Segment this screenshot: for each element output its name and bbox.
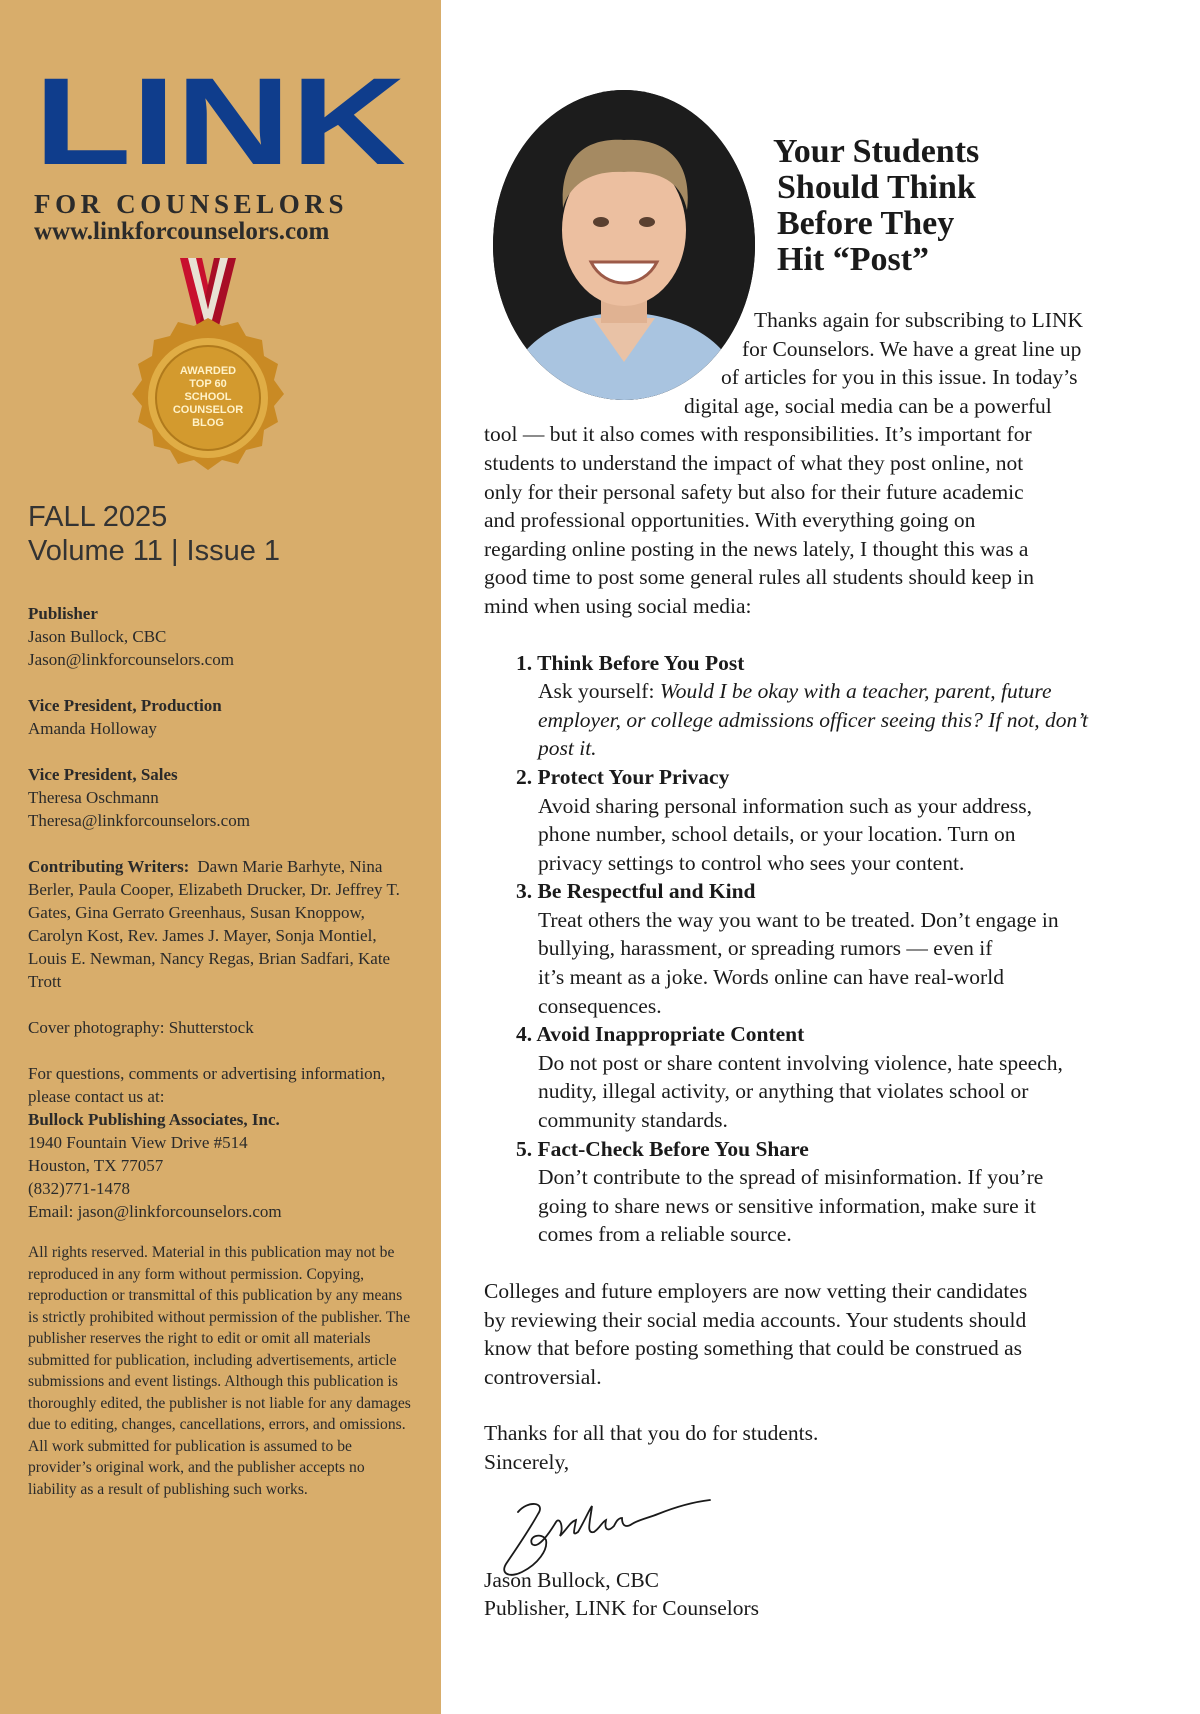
sidebar — [0, 0, 441, 1714]
rule-line: going to share news or sensitive information, make sure it — [538, 1193, 1036, 1218]
medal-line-5: BLOG — [192, 417, 224, 429]
rule-line: community standards. — [538, 1108, 728, 1133]
text-line: controversial. — [484, 1364, 602, 1389]
text-line: for Counselors. We have a great line up — [742, 336, 1082, 361]
staff-publisher — [28, 602, 413, 671]
medal-line-2: TOP 60 — [189, 378, 227, 390]
text-line: of articles for you in this issue. In today’s — [721, 365, 1078, 390]
rule-line: privacy settings to control who sees your content. — [538, 850, 965, 875]
logo-text: LINK — [34, 74, 406, 164]
staff-line: Amanda Holloway — [28, 719, 157, 738]
signer-name: Jason Bullock, CBC — [484, 1568, 660, 1592]
title-line: Your Students — [773, 133, 980, 170]
rule-quote: employer, or college admissions officer seeing this? If not, don’t — [538, 707, 1088, 732]
rule-line: phone number, school details, or your location. Turn on — [538, 822, 1016, 847]
tagline: FOR COUNSELORS — [34, 189, 349, 219]
text-line: and professional opportunities. With everything going on — [484, 508, 976, 533]
contact-intro: For questions, comments or advertising information, please contact us at: — [28, 1064, 386, 1106]
contact-block — [28, 1062, 413, 1223]
rule-line: Avoid sharing personal information such as your address, — [538, 793, 1032, 818]
text-line: digital age, social media can be a powerful — [684, 393, 1052, 418]
staff-heading: Publisher — [28, 604, 98, 623]
text-line: mind when using social media: — [484, 593, 752, 618]
rule-title: 3. Be Respectful and Kind — [516, 879, 756, 904]
medal-line-4: COUNSELOR — [172, 404, 244, 416]
title-line: Should Think — [777, 169, 976, 206]
contact-address: 1940 Fountain View Drive #514 — [28, 1133, 248, 1152]
rule-item — [484, 1135, 1124, 1249]
contact-email[interactable]: Email: jason@linkforcounselors.com — [28, 1202, 282, 1221]
contributing-heading: Contributing Writers: — [28, 857, 190, 876]
sign-off — [484, 1419, 1124, 1476]
staff-heading: Vice President, Production — [28, 696, 222, 715]
text-line: Thanks again for subscribing to LINK — [754, 308, 1083, 332]
rule-line: comes from a reliable source. — [538, 1222, 792, 1247]
rule-title: 1. Think Before You Post — [516, 650, 745, 675]
rule-title: 5. Fact-Check Before You Share — [516, 1136, 809, 1161]
contributing-writers — [28, 855, 413, 993]
contributing-names: Dawn Marie Barhyte, Nina Berler, Paula Cooper, Elizabeth Drucker, Dr. Jeffrey T. Gates, Gina Gerrato Greenhaus, Susan Knoppow, Carolyn Kost, Rev. James J. Mayer, Sonja Montiel, Louis E. Newman, Nancy Regas, Brian Sadfari, Kate Trott — [28, 857, 400, 991]
staff-vp-sales — [28, 763, 413, 832]
contact-city: Houston, TX 77057 — [28, 1156, 164, 1175]
staff-email[interactable]: Theresa@linkforcounselors.com — [28, 811, 250, 830]
intro-paragraph — [484, 306, 1124, 621]
rule-title: 2. Protect Your Privacy — [516, 764, 730, 789]
staff-vp-production — [28, 694, 413, 740]
rule-line: Do not post or share content involving violence, hate speech, — [538, 1050, 1063, 1075]
contact-company: Bullock Publishing Associates, Inc. — [28, 1110, 280, 1129]
issue-volume: Volume 11 | Issue 1 — [28, 535, 281, 567]
article-title — [773, 134, 1073, 278]
text-line: Colleges and future employers are now vetting their candidates — [484, 1279, 1028, 1303]
signer-title: Publisher, LINK for Counselors — [484, 1596, 760, 1620]
staff-email[interactable]: Jason@linkforcounselors.com — [28, 650, 234, 669]
thanks-line: Thanks for all that you do for students. — [484, 1421, 819, 1446]
rule-line: Treat others the way you want to be treated. Don’t engage in — [538, 907, 1059, 932]
rules-list — [484, 649, 1124, 1249]
link-logo — [34, 74, 406, 164]
rule-title: 4. Avoid Inappropriate Content — [516, 1022, 805, 1047]
staff-line: Jason Bullock, CBC — [28, 627, 167, 646]
rule-line — [538, 706, 1124, 735]
rule-line: Don’t contribute to the spread of misinformation. If you’re — [538, 1165, 1044, 1190]
contact-phone: (832)771-1478 — [28, 1179, 130, 1198]
text-line: students to understand the impact of what they post online, not — [484, 450, 1024, 475]
rule-item — [484, 877, 1124, 1020]
closing-paragraph — [484, 1277, 1124, 1391]
rule-line — [538, 734, 1124, 763]
rule-line: consequences. — [538, 993, 662, 1018]
staff-line: Theresa Oschmann — [28, 788, 159, 807]
text-line: only for their personal safety but also for their future academic — [484, 479, 1024, 504]
award-medal-icon — [118, 258, 298, 484]
medal-line-1: AWARDED — [179, 365, 237, 377]
staff-heading: Vice President, Sales — [28, 765, 178, 784]
rule-item — [484, 763, 1124, 877]
issue-season: FALL 2025 — [28, 501, 168, 533]
sincerely-line: Sincerely, — [484, 1449, 570, 1474]
text-line: regarding online posting in the news lately, I thought this was a — [484, 536, 1029, 561]
title-line: Before They — [777, 205, 955, 242]
rule-line — [538, 677, 1124, 706]
text-line: tool — but it also comes with responsibilities. It’s important for — [484, 422, 1032, 447]
medal-line-3: SCHOOL — [184, 391, 232, 403]
title-line: Hit “Post” — [777, 241, 930, 278]
site-url[interactable]: www.linkforcounselors.com — [34, 218, 330, 245]
rule-line: it’s meant as a joke. Words online can have real-world — [538, 965, 1004, 990]
text-line: by reviewing their social media accounts. Your students should — [484, 1307, 1027, 1332]
rule-line: nudity, illegal activity, or anything that violates school or — [538, 1079, 1029, 1104]
rule-item — [484, 1020, 1124, 1134]
text-line: know that before posting something that could be construed as — [484, 1336, 1022, 1361]
rule-quote: post it. — [538, 736, 597, 761]
text-line: good time to post some general rules all students should keep in — [484, 565, 1034, 590]
cover-credit: Cover photography: Shutterstock — [28, 1018, 254, 1037]
rule-lead: Ask yourself: — [538, 679, 660, 704]
masthead — [28, 602, 413, 1223]
rule-quote: Would I be okay with a teacher, parent, future — [659, 679, 1052, 704]
rights-notice: All rights reserved. Material in this publication may not be reproduced in any form without permission. Copying, reproduction or transmittal of this publication by any means is strictly prohibited without permission of the publisher. The publisher reserves the right to edit or omit all materials submitted for publication, including advertisements, article submissions and event listings. Although this publication is thoroughly edited, the publisher is not liable for any damages due to editing, changes, cancellations, errors, and omissions. All work submitted for publication is assumed to be provider’s original work, and the publisher accepts no liability as a result of publishing such works. — [28, 1244, 411, 1498]
article-body — [484, 306, 1124, 1477]
rule-line: bullying, harassment, or spreading rumors — even if — [538, 936, 993, 961]
rule-item — [484, 649, 1124, 763]
